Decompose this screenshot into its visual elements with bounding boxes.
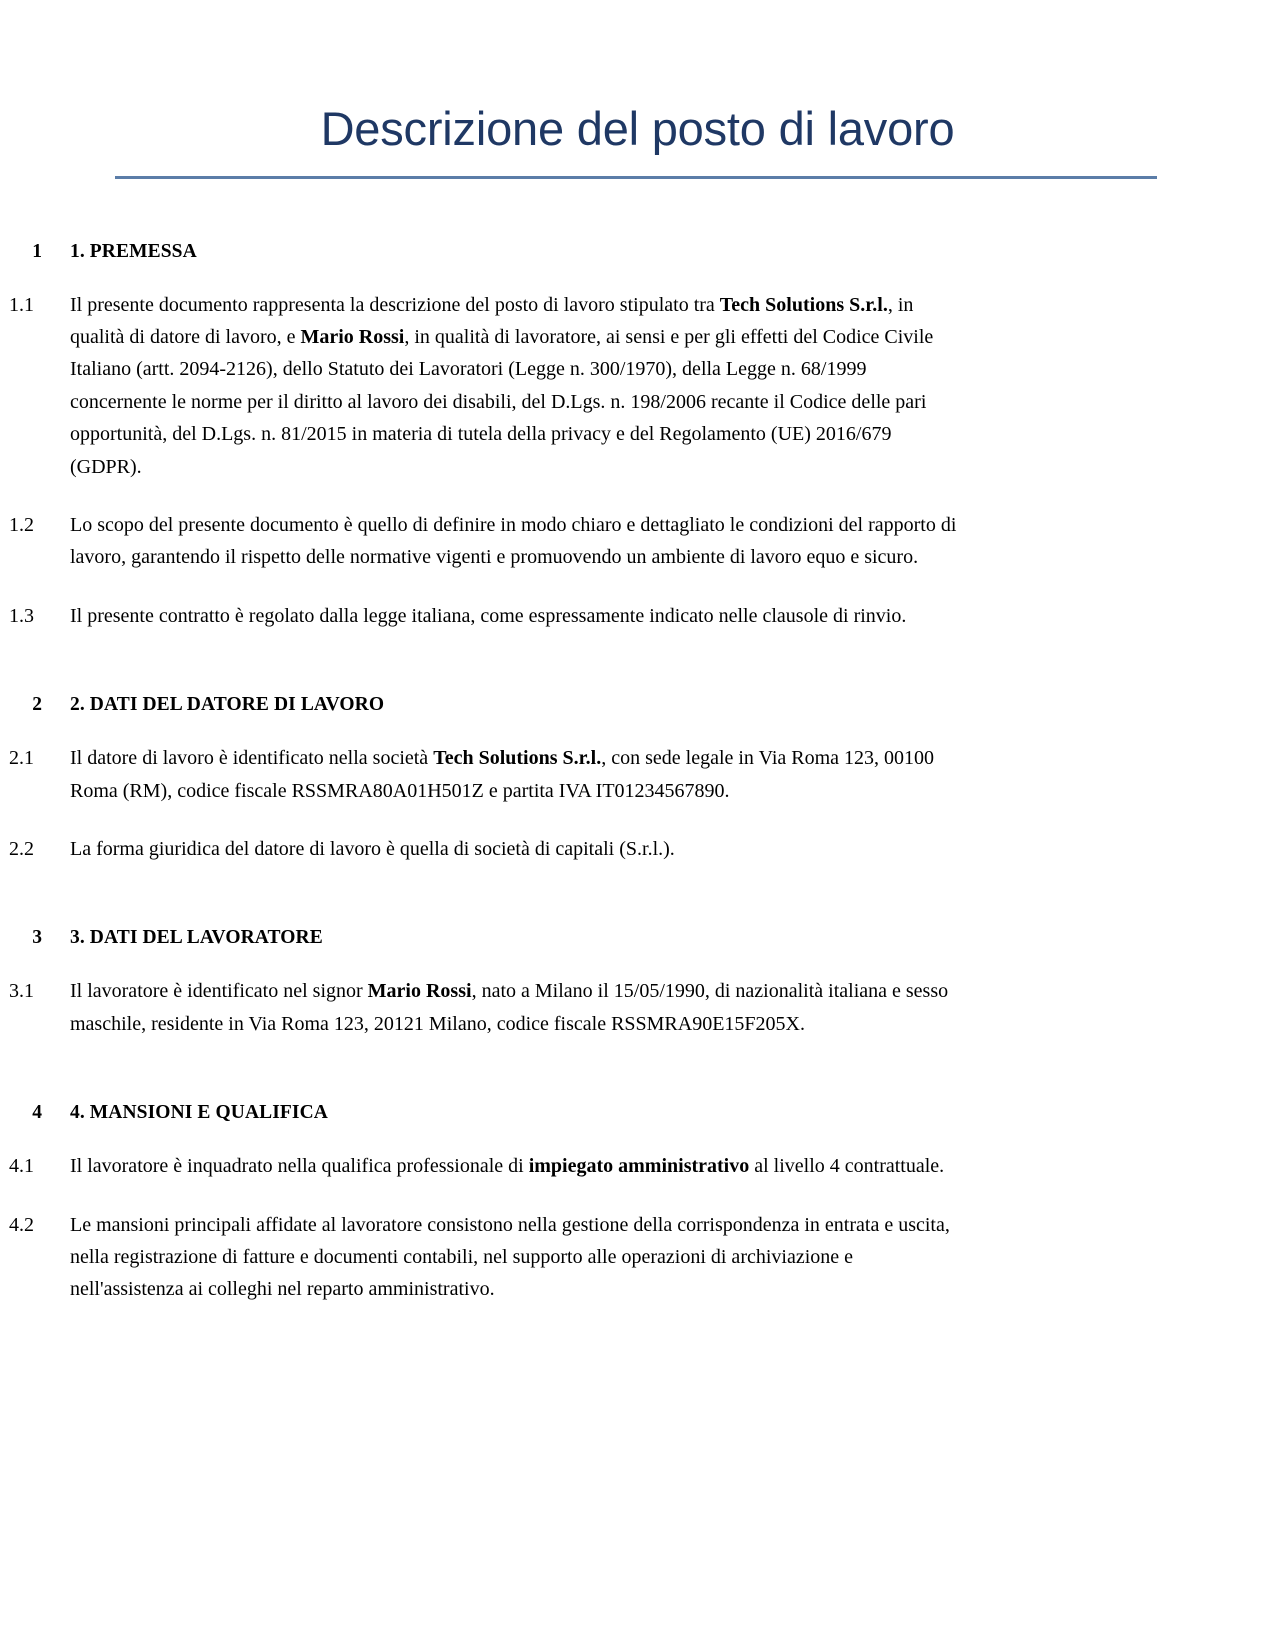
clause-paragraph xyxy=(0,509,1275,574)
title-divider xyxy=(115,176,1157,179)
clause-paragraph xyxy=(0,833,1275,865)
document-body xyxy=(0,241,1275,1306)
document-section xyxy=(0,1102,1275,1306)
clause-paragraph xyxy=(0,1209,1275,1306)
section-number: 1 xyxy=(32,240,42,262)
clause-number: 1.2 xyxy=(9,514,34,537)
clause-text: Il presente contratto è regolato dalla legge italiana, come espressamente indicato nelle clausole di rinvio. xyxy=(70,604,907,627)
section-heading-label: 4. MANSIONI E QUALIFICA xyxy=(70,1102,328,1124)
section-number: 4 xyxy=(32,1102,42,1124)
clause-paragraph xyxy=(0,1150,1275,1182)
page-title: Descrizione del posto di lavoro xyxy=(320,102,955,155)
clause-text: Il lavoratore è inquadrato nella qualifica professionale di impiegato amministrativo al livello 4 contrattuale. xyxy=(70,1155,945,1178)
clause-text: Il presente documento rappresenta la descrizione del posto di lavoro stipulato tra Tech Solutions S.r.l., in qualità di datore di lavoro, e Mario Rossi, in qualità di lavoratore, ai sensi e per gli effetti del Codice Civile Italiano (artt. 2094-2126), dello Statuto dei Lavoratori (Legge n. 300/1970), della Legge n. 68/1999 concernente le norme per il diritto al lavoro dei disabili, del D.Lgs. n. 198/2006 recante il Codice delle pari opportunità, del D.Lgs. n. 81/2015 in materia di tutela della privacy e del Regolamento (UE) 2016/679 (GDPR). xyxy=(70,293,934,478)
clause-paragraph xyxy=(0,289,1275,483)
section-heading xyxy=(0,241,1275,263)
section-heading xyxy=(0,1102,1275,1124)
clause-number: 2.1 xyxy=(9,747,34,770)
section-heading xyxy=(0,694,1275,716)
document-section xyxy=(0,927,1275,1040)
section-number: 3 xyxy=(32,927,42,949)
clause-paragraph xyxy=(0,975,1275,1040)
clause-text: Le mansioni principali affidate al lavoratore consistono nella gestione della corrispondenza in entrata e uscita, nella registrazione di fatture e documenti contabili, nel supporto alle operazioni di archiviazione e nell'assistenza ai colleghi nel reparto amministrativo. xyxy=(70,1213,950,1301)
document-section xyxy=(0,241,1275,633)
clause-number: 3.1 xyxy=(9,980,34,1003)
section-number: 2 xyxy=(32,694,42,716)
clause-text: Lo scopo del presente documento è quello di definire in modo chiaro e dettagliato le condizioni del rapporto di lavoro, garantendo il rispetto delle normative vigenti e promuovendo un ambiente di lavoro equo e sicuro. xyxy=(70,514,957,569)
clause-text: La forma giuridica del datore di lavoro è quella di società di capitali (S.r.l.). xyxy=(70,837,675,860)
section-heading-label: 2. DATI DEL DATORE DI LAVORO xyxy=(70,694,385,716)
clause-paragraph xyxy=(0,742,1275,807)
clause-text: Il lavoratore è identificato nel signor Mario Rossi, nato a Milano il 15/05/1990, di nazionalità italiana e sesso maschile, residente in Via Roma 123, 20121 Milano, codice fiscale RSSMRA90E15F205X. xyxy=(70,980,949,1035)
section-heading-label: 1. PREMESSA xyxy=(70,240,197,262)
clause-number: 2.2 xyxy=(9,837,34,860)
clause-number: 1.1 xyxy=(9,293,34,316)
clause-number: 1.3 xyxy=(9,604,34,627)
clause-number: 4.2 xyxy=(9,1213,34,1236)
clause-text: Il datore di lavoro è identificato nella società Tech Solutions S.r.l., con sede legale in Via Roma 123, 00100 Roma (RM), codice fiscale RSSMRA80A01H501Z e partita IVA IT01234567890. xyxy=(70,747,935,802)
section-heading-label: 3. DATI DEL LAVORATORE xyxy=(70,927,323,949)
document-section xyxy=(0,694,1275,865)
clause-number: 4.1 xyxy=(9,1155,34,1178)
section-heading xyxy=(0,927,1275,949)
clause-paragraph xyxy=(0,600,1275,632)
